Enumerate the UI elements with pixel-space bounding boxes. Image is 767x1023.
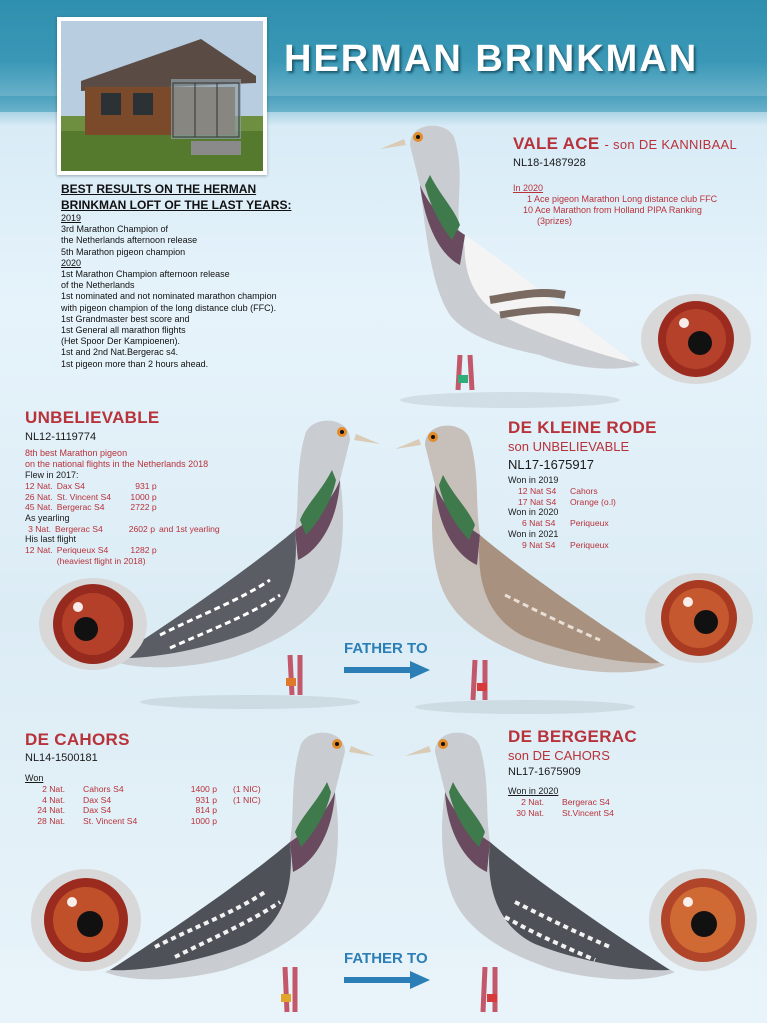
eye-bergerac-image bbox=[648, 868, 758, 972]
eye-kleine-rode-image bbox=[644, 572, 754, 664]
table-cell: (1 NIC) bbox=[233, 784, 261, 794]
eye-vale-ace-image bbox=[640, 293, 752, 385]
table-cell: 26 Nat. bbox=[25, 491, 53, 502]
table-cell: 2 Nat. bbox=[521, 797, 544, 807]
page-title: HERMAN BRINKMAN bbox=[284, 38, 699, 80]
table-cell: Periqueux bbox=[570, 518, 609, 528]
table-cell: Bergerac S4 bbox=[56, 502, 105, 512]
table-cell: 1400 p bbox=[190, 784, 217, 794]
result-line: 3rd Marathon Champion of bbox=[61, 224, 169, 235]
table-cell: 6 Nat S4 bbox=[522, 518, 556, 528]
table-cell: 12 Nat. bbox=[25, 481, 53, 491]
result-line: with pigeon champion of the long distance club (FFC). bbox=[61, 302, 277, 313]
table-cell: 4 Nat. bbox=[42, 794, 65, 805]
table-cell: 9 Nat S4 bbox=[522, 539, 556, 550]
table-cell: 931 p bbox=[135, 481, 157, 491]
section-label: His last flight bbox=[25, 534, 77, 544]
loft-photo-image bbox=[61, 21, 263, 171]
table-cell: Dax S4 bbox=[56, 481, 85, 491]
unbelievable-name: UNBELIEVABLE bbox=[25, 408, 160, 427]
table-cell: Bergerac S4 bbox=[562, 797, 610, 807]
table-cell: 28 Nat. bbox=[37, 815, 65, 826]
table-cell: Periqueux S4 bbox=[56, 545, 109, 555]
table-cell: St. Vincent S4 bbox=[83, 815, 138, 826]
table-cell: 12 Nat. bbox=[25, 545, 53, 555]
cahors-ring: NL14-1500181 bbox=[25, 752, 98, 764]
table-cell: 30 Nat. bbox=[516, 807, 544, 818]
section-label: Won in 2020 bbox=[508, 507, 559, 517]
table-cell: (1 NIC) bbox=[233, 794, 261, 805]
table-cell: 2722 p bbox=[130, 502, 157, 512]
best-results-heading bbox=[61, 181, 301, 213]
section-label: Won in 2021 bbox=[508, 528, 559, 539]
result-line: 1st pigeon more than 2 hours ahead. bbox=[61, 358, 209, 369]
table-cell: (heaviest flight in 2018) bbox=[56, 555, 146, 566]
bergerac-ring: NL17-1675909 bbox=[508, 766, 581, 778]
result-line: 5th Marathon pigeon champion bbox=[61, 246, 186, 257]
table-cell: 17 Nat S4 bbox=[518, 496, 557, 507]
table-cell: 24 Nat. bbox=[37, 805, 65, 815]
table-cell: 12 Nat S4 bbox=[518, 486, 557, 496]
vale-ace-ring: NL18-1487928 bbox=[513, 157, 586, 169]
result-line: (3prizes) bbox=[537, 216, 573, 226]
result-line: (Het Spoor Der Kampioenen). bbox=[61, 336, 181, 347]
best-results-body bbox=[61, 213, 321, 370]
pigeon-parentage: - son DE KANNIBAAL bbox=[604, 137, 738, 152]
result-line: 8th best Marathon pigeon bbox=[25, 448, 128, 458]
table-cell: St.Vincent S4 bbox=[562, 807, 614, 818]
table-cell: Cahors S4 bbox=[83, 784, 124, 794]
kleine-rode-ring: NL17-1675917 bbox=[508, 457, 595, 472]
pigeon-name: VALE ACE bbox=[513, 134, 600, 153]
bergerac-name: DE BERGERAC bbox=[508, 727, 637, 746]
result-line: 1st Marathon Champion afternoon release bbox=[61, 269, 230, 280]
table-cell: 2 Nat. bbox=[42, 784, 65, 794]
table-cell: 1282 p bbox=[130, 545, 157, 555]
result-line: 1st General all marathon flights bbox=[61, 325, 186, 336]
result-line: 1 Ace pigeon Marathon Long distance club FFC bbox=[527, 194, 718, 204]
kleine-rode-name: DE KLEINE RODE bbox=[508, 418, 657, 437]
pigeon-kleine-rode-image bbox=[385, 415, 675, 720]
table-cell: Bergerac S4 bbox=[55, 523, 103, 534]
table-cell: Dax S4 bbox=[83, 805, 112, 815]
loft-photo bbox=[57, 17, 267, 175]
pigeon-vale-ace-image bbox=[370, 115, 660, 415]
table-cell: Cahors bbox=[570, 486, 598, 496]
section-label: Won in 2019 bbox=[508, 475, 559, 485]
cahors-name: DE CAHORS bbox=[25, 730, 130, 749]
result-line: 1st and 2nd Nat.Bergerac s4. bbox=[61, 347, 179, 358]
table-cell: 1000 p bbox=[190, 815, 217, 826]
eye-cahors-image bbox=[30, 868, 142, 972]
pigeon-bergerac-image bbox=[395, 722, 685, 1022]
table-cell: Orange (o.l) bbox=[570, 496, 616, 507]
table-cell: 3 Nat. bbox=[28, 523, 51, 534]
result-line: on the national flights in the Netherlands 2018 bbox=[25, 459, 209, 469]
kleine-rode-parentage: son UNBELIEVABLE bbox=[508, 439, 630, 454]
best-results-heading-line1: BEST RESULTS ON THE HERMAN bbox=[61, 182, 257, 196]
table-cell: Dax S4 bbox=[83, 794, 112, 805]
year-label: 2020 bbox=[61, 257, 82, 268]
table-cell: 1000 p bbox=[130, 491, 157, 502]
section-label: Won in 2020 bbox=[508, 786, 559, 796]
result-line: 1st nominated and not nominated marathon champion bbox=[61, 291, 277, 302]
section-label: Flew in 2017: bbox=[25, 470, 79, 480]
year-label: In 2020 bbox=[513, 183, 544, 193]
table-cell: St. Vincent S4 bbox=[56, 491, 112, 502]
father-to-label: FATHER TO bbox=[344, 640, 428, 657]
table-cell: and 1st yearling bbox=[159, 523, 220, 534]
best-results-heading-line2: BRINKMAN LOFT OF THE LAST YEARS: bbox=[61, 198, 292, 212]
section-label: As yearling bbox=[25, 512, 70, 523]
table-cell: 931 p bbox=[195, 794, 217, 805]
father-to-label: FATHER TO bbox=[344, 950, 428, 967]
section-label: Won bbox=[25, 773, 44, 783]
year-label: 2019 bbox=[61, 213, 82, 223]
table-cell: 814 p bbox=[195, 805, 217, 815]
table-cell: 45 Nat. bbox=[25, 502, 53, 512]
unbelievable-ring: NL12-1119774 bbox=[25, 431, 97, 443]
result-line: 10 Ace Marathon from Holland PIPA Ranking bbox=[523, 205, 702, 215]
table-cell: Periqueux bbox=[570, 539, 609, 550]
result-line: the Netherlands afternoon release bbox=[61, 235, 198, 246]
bergerac-parentage: son DE CAHORS bbox=[508, 748, 610, 763]
result-line: of the Netherlands bbox=[61, 280, 135, 291]
table-cell: 2602 p bbox=[128, 523, 155, 534]
eye-unbelievable-image bbox=[38, 577, 148, 671]
result-line: 1st Grandmaster best score and bbox=[61, 313, 190, 324]
